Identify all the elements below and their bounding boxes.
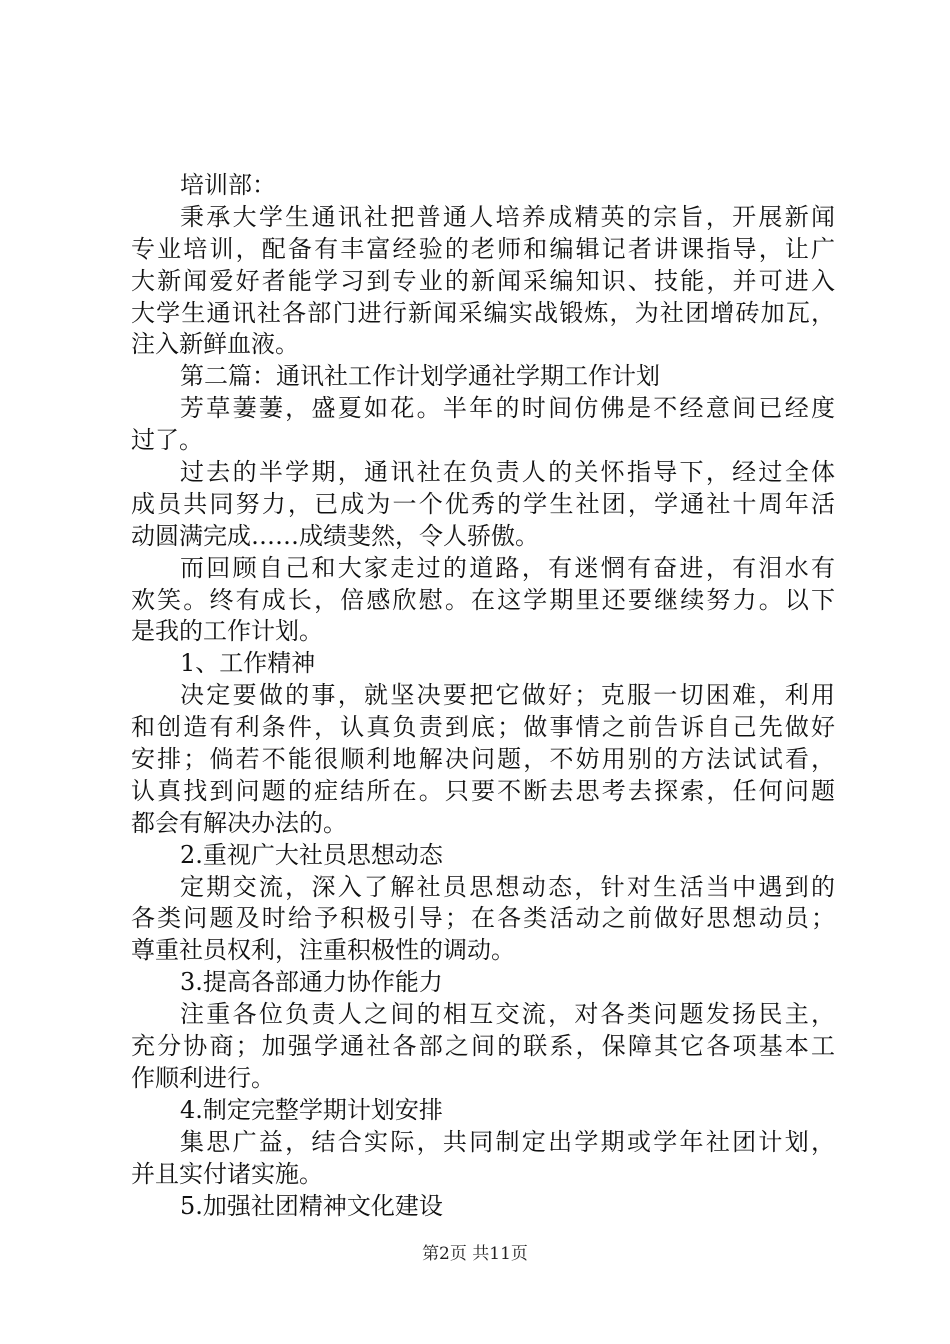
text-line: 各类问题及时给予积极引导；在各类活动之前做好思想动员； bbox=[131, 904, 835, 933]
text-line: 定期交流，深入了解社员思想动态，针对生活当中遇到的 bbox=[180, 872, 835, 901]
text-line: 注入新鲜血液。 bbox=[131, 330, 299, 359]
text-line: 是我的工作计划。 bbox=[131, 617, 323, 646]
text-line: 充分协商；加强学通社各部之间的联系，保障其它各项基本工 bbox=[131, 1032, 835, 1061]
page-footer: 第2页 共11页 bbox=[422, 1244, 528, 1264]
text-line: 和创造有利条件，认真负责到底；做事情之前告诉自己先做好 bbox=[131, 713, 835, 742]
text-line: 集思广益，结合实际，共同制定出学期或学年社团计划， bbox=[180, 1127, 835, 1156]
text-line: 而回顾自己和大家走过的道路，有迷惘有奋进，有泪水有 bbox=[180, 553, 835, 582]
text-line: 作顺利进行。 bbox=[131, 1063, 275, 1092]
text-line: 都会有解决办法的。 bbox=[131, 808, 347, 837]
text-line: 第二篇：通讯社工作计划学通社学期工作计划 bbox=[180, 362, 660, 391]
text-line: 过去的半学期，通讯社在负责人的关怀指导下，经过全体 bbox=[180, 458, 835, 487]
text-line: 认真找到问题的症结所在。只要不断去思考去探索，任何问题 bbox=[131, 776, 835, 805]
text-line: 培训部： bbox=[180, 171, 276, 199]
text-line: 3.提高各部通力协作能力 bbox=[180, 968, 443, 997]
text-line: 2.重视广大社员思想动态 bbox=[180, 840, 443, 869]
text-line: 专业培训，配备有丰富经验的老师和编辑记者讲课指导，让广 bbox=[131, 234, 835, 263]
text-line: 大学生通讯社各部门进行新闻采编实战锻炼，为社团增砖加瓦， bbox=[131, 298, 835, 327]
text-line: 安排；倘若不能很顺利地解决问题，不妨用别的方法试试看， bbox=[131, 745, 835, 774]
text-line: 秉承大学生通讯社把普通人培养成精英的宗旨，开展新闻 bbox=[180, 202, 835, 231]
text-line: 1、工作精神 bbox=[180, 649, 316, 678]
document-body bbox=[131, 170, 835, 1222]
text-line: 尊重社员权利，注重积极性的调动。 bbox=[131, 936, 515, 965]
text-line: 决定要做的事，就坚决要把它做好；克服一切困难，利用 bbox=[180, 681, 835, 710]
text-line: 动圆满完成……成绩斐然，令人骄傲。 bbox=[131, 521, 539, 550]
text-line: 并且实付诸实施。 bbox=[131, 1159, 323, 1188]
text-line: 大新闻爱好者能学习到专业的新闻采编知识、技能，并可进入 bbox=[131, 266, 835, 295]
text-line: 过了。 bbox=[131, 426, 203, 455]
text-line: 成员共同努力，已成为一个优秀的学生社团，学通社十周年活 bbox=[131, 489, 835, 518]
text-line: 4.制定完整学期计划安排 bbox=[180, 1095, 443, 1124]
text-line: 注重各位负责人之间的相互交流，对各类问题发扬民主， bbox=[180, 1000, 835, 1029]
text-line: 欢笑。终有成长，倍感欣慰。在这学期里还要继续努力。以下 bbox=[131, 585, 835, 614]
text-line: 5.加强社团精神文化建设 bbox=[180, 1191, 443, 1220]
text-line: 芳草萋萋，盛夏如花。半年的时间仿佛是不经意间已经度 bbox=[180, 394, 835, 423]
